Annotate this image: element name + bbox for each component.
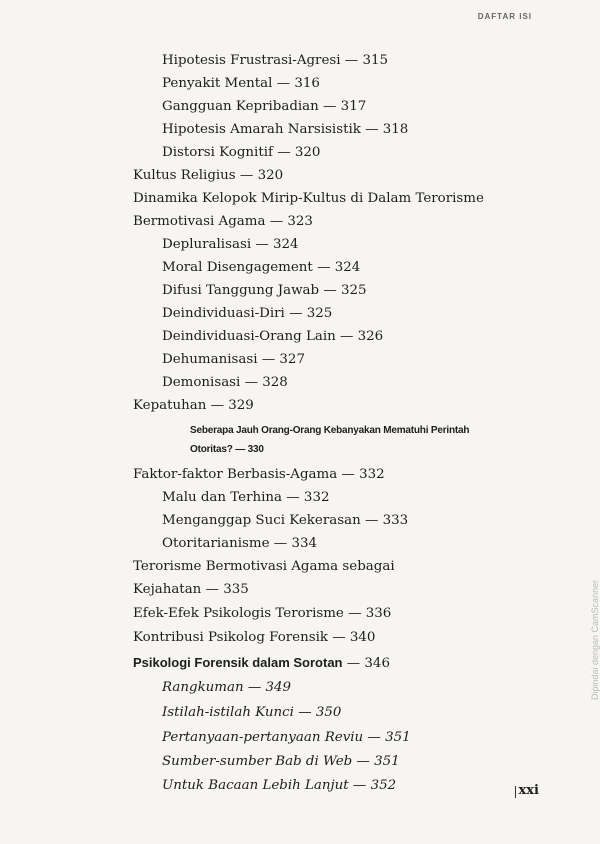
toc-entry: Dehumanisasi — 327: [162, 352, 305, 367]
toc-entry: Untuk Bacaan Lebih Lanjut — 352: [162, 778, 397, 793]
toc-entry: Rangkuman — 349: [162, 680, 292, 695]
toc-entry: Hipotesis Amarah Narsisistik — 318: [162, 122, 409, 137]
toc-entry: Gangguan Kepribadian — 317: [162, 99, 367, 114]
toc-entry: Penyakit Mental — 316: [162, 76, 320, 91]
toc-subentry: Otoritas? — 330: [190, 444, 264, 455]
toc-entry: Deindividuasi-Diri — 325: [162, 306, 333, 321]
toc-entry: Kultus Religius — 320: [133, 168, 284, 183]
scanner-watermark: Dipindai dengan CamScanner: [590, 579, 600, 700]
toc-entry: Depluralisasi — 324: [162, 237, 299, 252]
toc-entry: Kejahatan — 335: [133, 582, 249, 597]
toc-section-heading: [133, 653, 390, 674]
folio-divider: [515, 786, 516, 798]
toc-entry: Otoritarianisme — 334: [162, 536, 317, 551]
toc-entry: Istilah-istilah Kunci — 350: [162, 705, 342, 720]
toc-entry: Kontribusi Psikolog Forensik — 340: [133, 630, 376, 645]
toc-subentry: Seberapa Jauh Orang-Orang Kebanyakan Mematuhi Perintah: [190, 425, 470, 436]
page-number: xxi: [518, 783, 539, 798]
toc-entry: Kepatuhan — 329: [133, 398, 254, 413]
toc-entry: Demonisasi — 328: [162, 375, 288, 390]
toc-entry: Sumber-sumber Bab di Web — 351: [162, 754, 400, 769]
toc-entry: Distorsi Kognitif — 320: [162, 145, 321, 160]
section-heading-page: — 346: [342, 656, 390, 671]
toc-entry: Deindividuasi-Orang Lain — 326: [162, 329, 384, 344]
toc-entry: Menganggap Suci Kekerasan — 333: [162, 513, 409, 528]
toc-entry: Pertanyaan-pertanyaan Reviu — 351: [162, 730, 411, 745]
section-heading-title: Psikologi Forensik dalam Sorotan: [133, 655, 343, 670]
toc-entry: Moral Disengagement — 324: [162, 260, 361, 275]
running-head: DAFTAR ISI: [477, 12, 532, 21]
toc-entry: Bermotivasi Agama — 323: [133, 214, 313, 229]
toc-entry: Malu dan Terhina — 332: [162, 490, 330, 505]
toc-entry: Dinamika Kelopok Mirip-Kultus di Dalam Terorisme: [133, 191, 484, 206]
toc-entry: Efek-Efek Psikologis Terorisme — 336: [133, 606, 392, 621]
toc-entry: Faktor-faktor Berbasis-Agama — 332: [133, 467, 385, 482]
toc-entry: Hipotesis Frustrasi-Agresi — 315: [162, 53, 388, 68]
toc-entry: Difusi Tanggung Jawab — 325: [162, 283, 367, 298]
toc-entry: Terorisme Bermotivasi Agama sebagai: [133, 559, 395, 574]
